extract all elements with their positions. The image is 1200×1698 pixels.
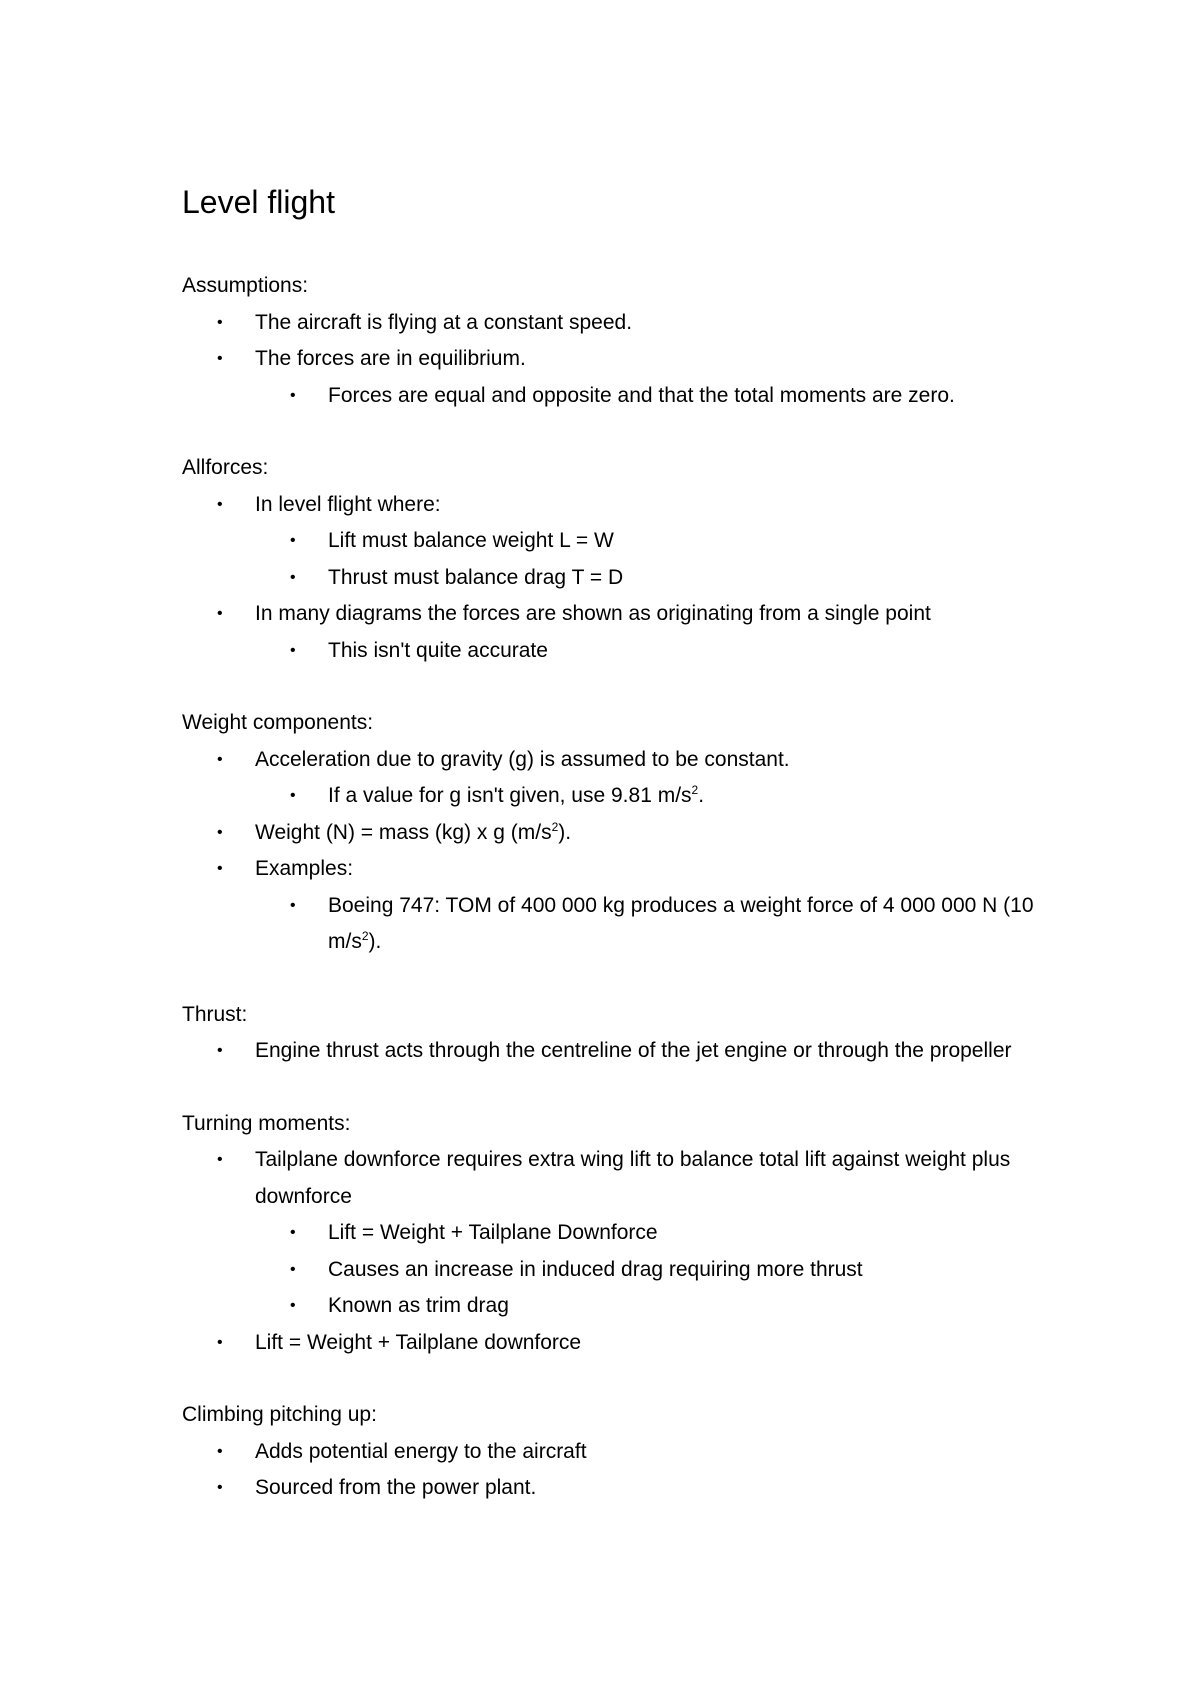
bullet-icon: • bbox=[217, 495, 223, 513]
list-item-text: Lift = Weight + Tailplane downforce bbox=[255, 1330, 582, 1354]
list-item bbox=[182, 378, 1062, 415]
list-item-text: Forces are equal and opposite and that the total moments are zero. bbox=[328, 383, 955, 407]
section-heading: Climbing pitching up: bbox=[182, 1403, 377, 1426]
bullet-icon: • bbox=[290, 568, 296, 586]
bullet-list bbox=[182, 1033, 1062, 1070]
list-item-text: Causes an increase in induced drag requiring more thrust bbox=[328, 1257, 863, 1281]
list-item-text: Sourced from the power plant. bbox=[255, 1476, 537, 1499]
bullet-icon: • bbox=[217, 605, 223, 622]
list-item-text: Adds potential energy to the aircraft bbox=[255, 1439, 587, 1463]
bullet-icon: • bbox=[217, 1479, 223, 1496]
superscript: 2 bbox=[361, 929, 369, 943]
superscript: 2 bbox=[691, 783, 699, 797]
list-item-text: This isn't quite accurate bbox=[328, 638, 548, 662]
list-item-text: In many diagrams the forces are shown as originating from a single point bbox=[255, 602, 931, 625]
section bbox=[182, 1397, 1062, 1507]
list-item bbox=[182, 778, 1062, 815]
list-item bbox=[182, 523, 1062, 560]
list-item-text: Examples: bbox=[255, 857, 354, 880]
list-item-text: Lift = Weight + Tailplane Downforce bbox=[328, 1221, 658, 1244]
bullet-icon: • bbox=[290, 386, 296, 404]
section-heading: Turning moments: bbox=[182, 1111, 351, 1135]
bullet-icon: • bbox=[290, 787, 296, 804]
list-item-text: Acceleration due to gravity (g) is assumed to be constant. bbox=[255, 747, 790, 771]
bullet-icon: • bbox=[290, 641, 296, 659]
section-heading: Thrust: bbox=[182, 1002, 248, 1026]
list-item-text: Boeing 747: TOM of 400 000 kg produces a weight force of 4 000 000 N (10 m/s bbox=[328, 893, 1034, 953]
bullet-icon: • bbox=[290, 1297, 296, 1314]
section bbox=[182, 1106, 1062, 1362]
bullet-icon: • bbox=[217, 750, 223, 768]
sections-container bbox=[182, 268, 1062, 1507]
list-item-text: Engine thrust acts through the centreline of the jet engine or through the propeller bbox=[255, 1039, 1012, 1062]
list-item-text-tail: ). bbox=[368, 930, 382, 953]
list-item bbox=[182, 560, 1062, 597]
list-item-text: Tailplane downforce requires extra wing lift to balance total lift against weight plus downforce bbox=[255, 1148, 1011, 1208]
list-item-text: Known as trim drag bbox=[328, 1294, 509, 1317]
list-item-text: Thrust must balance drag T = D bbox=[328, 565, 624, 589]
list-item bbox=[182, 1033, 1062, 1070]
section bbox=[182, 705, 1062, 961]
list-item-text: In level flight where: bbox=[255, 492, 441, 516]
bullet-icon: • bbox=[290, 1260, 296, 1278]
bullet-icon: • bbox=[217, 823, 223, 841]
list-item-text: Lift must balance weight L = W bbox=[328, 529, 614, 552]
bullet-list bbox=[182, 742, 1062, 961]
list-item-text: Weight (N) = mass (kg) x g (m/s bbox=[255, 820, 552, 844]
bullet-icon: • bbox=[217, 1333, 223, 1351]
bullet-list bbox=[182, 487, 1062, 670]
list-item bbox=[182, 815, 1062, 852]
list-item bbox=[182, 1434, 1062, 1471]
list-item bbox=[182, 596, 1062, 633]
list-item bbox=[182, 1288, 1062, 1325]
bullet-icon: • bbox=[217, 1442, 223, 1460]
list-item-text-tail: . bbox=[698, 784, 705, 807]
list-item bbox=[182, 1325, 1062, 1362]
bullet-list bbox=[182, 305, 1062, 415]
bullet-icon: • bbox=[290, 1224, 296, 1241]
section bbox=[182, 450, 1062, 669]
bullet-icon: • bbox=[290, 896, 296, 914]
bullet-icon: • bbox=[217, 313, 223, 331]
list-item-text: If a value for g isn't given, use 9.81 m/s bbox=[328, 784, 692, 807]
section-heading: Weight components: bbox=[182, 711, 374, 734]
superscript: 2 bbox=[551, 819, 559, 834]
list-item bbox=[182, 1142, 1062, 1215]
list-item bbox=[182, 851, 1062, 888]
section-heading: Assumptions: bbox=[182, 274, 309, 297]
bullet-list bbox=[182, 1434, 1062, 1507]
list-item bbox=[182, 633, 1062, 670]
bullet-icon: • bbox=[217, 1042, 223, 1059]
list-item bbox=[182, 888, 1062, 961]
bullet-icon: • bbox=[217, 860, 223, 877]
list-item-text: The forces are in equilibrium. bbox=[255, 347, 526, 370]
list-item bbox=[182, 487, 1062, 524]
document-content bbox=[182, 180, 1062, 1543]
page-title: Level flight bbox=[182, 184, 335, 220]
bullet-icon: • bbox=[217, 1151, 223, 1168]
bullet-list bbox=[182, 1142, 1062, 1361]
section-heading: Allforces: bbox=[182, 456, 269, 479]
section bbox=[182, 997, 1062, 1070]
list-item bbox=[182, 341, 1062, 378]
list-item bbox=[182, 742, 1062, 779]
list-item bbox=[182, 1470, 1062, 1507]
list-item-text-tail: ). bbox=[558, 820, 572, 844]
list-item bbox=[182, 1215, 1062, 1252]
list-item bbox=[182, 1252, 1062, 1289]
list-item bbox=[182, 305, 1062, 342]
bullet-icon: • bbox=[290, 532, 296, 549]
section bbox=[182, 268, 1062, 414]
list-item-text: The aircraft is flying at a constant speed. bbox=[255, 310, 633, 334]
bullet-icon: • bbox=[217, 350, 223, 367]
